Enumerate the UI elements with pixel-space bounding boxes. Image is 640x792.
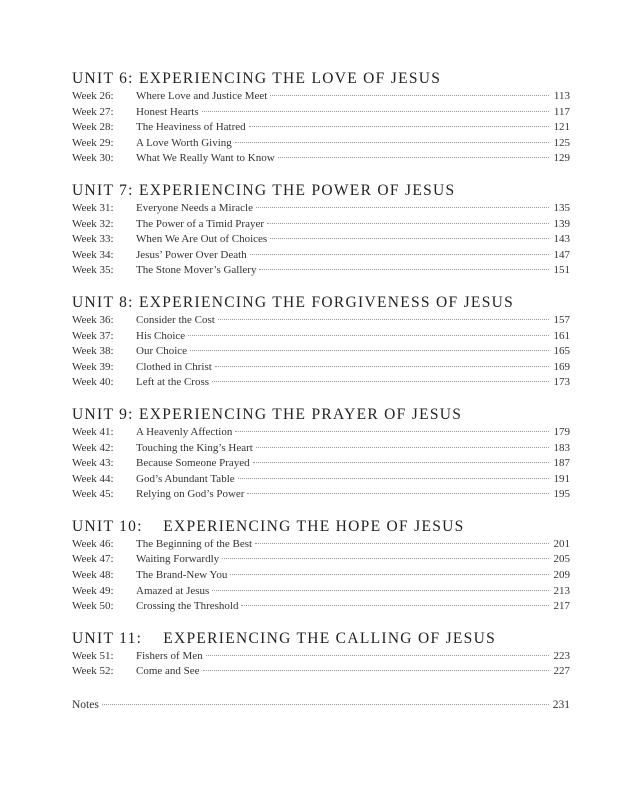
page-number: 161 xyxy=(553,329,570,342)
week-title: His Choice xyxy=(136,329,186,342)
toc-entry[interactable] xyxy=(72,89,570,105)
week-label: Week 32: xyxy=(72,217,114,230)
week-label: Week 36: xyxy=(72,313,114,326)
page-number: 179 xyxy=(553,425,570,438)
week-label: Week 29: xyxy=(72,136,114,149)
unit-number: UNIT 8: xyxy=(72,293,134,311)
toc-entry[interactable] xyxy=(72,649,570,665)
week-title: Left at the Cross xyxy=(136,376,210,389)
page-number: 143 xyxy=(553,233,570,246)
toc-entry[interactable] xyxy=(72,105,570,121)
toc-entry-notes[interactable] xyxy=(72,698,570,714)
week-title: Waiting Forwardly xyxy=(136,553,220,566)
toc-entry[interactable] xyxy=(72,441,570,457)
page-number: 157 xyxy=(553,313,570,326)
week-label: Week 43: xyxy=(72,457,114,470)
week-title: Clothed in Christ xyxy=(136,360,212,373)
unit-heading xyxy=(72,406,570,424)
week-title: Honest Hearts xyxy=(136,105,199,118)
page-number: 165 xyxy=(553,345,570,358)
week-label: Week 47: xyxy=(72,553,114,566)
toc-entry[interactable] xyxy=(72,248,570,264)
dot-leader xyxy=(218,319,549,320)
week-label: Week 46: xyxy=(72,537,114,550)
week-label: Week 30: xyxy=(72,152,114,165)
dot-leader xyxy=(255,543,549,544)
page-number: 191 xyxy=(553,472,570,485)
week-title: The Brand-New You xyxy=(136,569,228,582)
unit-section xyxy=(72,70,570,167)
unit-number: UNIT 9: xyxy=(72,405,134,423)
toc-entry[interactable] xyxy=(72,313,570,329)
dot-leader xyxy=(235,431,549,432)
page-number: 183 xyxy=(553,441,570,454)
toc-entry[interactable] xyxy=(72,217,570,233)
week-title: Relying on God’s Power xyxy=(136,488,245,501)
page-number: 173 xyxy=(553,376,570,389)
toc-entry[interactable] xyxy=(72,537,570,553)
dot-leader xyxy=(259,269,549,270)
page-number: 195 xyxy=(553,488,570,501)
unit-title: EXPERIENCING THE CALLING OF JESUS xyxy=(163,629,497,647)
toc-entry[interactable] xyxy=(72,136,570,152)
toc-entry[interactable] xyxy=(72,120,570,136)
week-label: Week 39: xyxy=(72,360,114,373)
week-title: Jesus’ Power Over Death xyxy=(136,248,247,261)
week-title: Where Love and Justice Meet xyxy=(136,90,268,102)
unit-title: EXPERIENCING THE PRAYER OF JESUS xyxy=(138,405,463,423)
dot-leader xyxy=(190,350,549,351)
week-label: Week 31: xyxy=(72,201,114,214)
week-title: When We Are Out of Choices xyxy=(136,233,268,246)
page-number: 121 xyxy=(553,121,570,134)
toc-entry[interactable] xyxy=(72,456,570,472)
toc-entry[interactable] xyxy=(72,360,570,376)
toc-entry[interactable] xyxy=(72,568,570,584)
page-number: 187 xyxy=(553,457,570,470)
week-label: Week 49: xyxy=(72,584,114,597)
dot-leader xyxy=(222,558,549,559)
week-label: Week 35: xyxy=(72,264,114,277)
page-number: 151 xyxy=(553,264,570,277)
page-number: 113 xyxy=(553,90,570,102)
dot-leader xyxy=(238,478,549,479)
toc-entry[interactable] xyxy=(72,232,570,248)
dot-leader xyxy=(215,366,549,367)
unit-heading xyxy=(72,70,570,88)
page-number: 217 xyxy=(553,600,570,613)
dot-leader xyxy=(247,493,549,494)
toc-entry[interactable] xyxy=(72,375,570,391)
unit-number: UNIT 11: xyxy=(72,629,143,647)
week-title: Everyone Needs a Miracle xyxy=(136,201,253,214)
unit-section xyxy=(72,182,570,279)
toc-entry[interactable] xyxy=(72,329,570,345)
dot-leader xyxy=(203,670,549,671)
toc-entry[interactable] xyxy=(72,487,570,503)
dot-leader xyxy=(278,157,549,158)
dot-leader xyxy=(241,605,549,606)
week-label: Week 27: xyxy=(72,105,114,118)
week-title: The Beginning of the Best xyxy=(136,537,253,550)
unit-title: EXPERIENCING THE POWER OF JESUS xyxy=(138,181,456,199)
unit-heading xyxy=(72,182,570,200)
week-label: Week 37: xyxy=(72,329,114,342)
dot-leader xyxy=(230,574,549,575)
week-title: A Love Worth Giving xyxy=(136,136,232,149)
toc-entry[interactable] xyxy=(72,151,570,167)
toc-entry[interactable] xyxy=(72,664,570,680)
week-title: Our Choice xyxy=(136,345,188,358)
page-number: 223 xyxy=(553,649,570,662)
dot-leader xyxy=(270,95,549,96)
week-title: God’s Abundant Table xyxy=(136,472,235,485)
dot-leader xyxy=(188,335,549,336)
week-title: A Heavenly Affection xyxy=(136,425,233,438)
week-title: Consider the Cost xyxy=(136,313,215,326)
unit-section xyxy=(72,630,570,680)
week-label: Week 34: xyxy=(72,248,114,261)
dot-leader xyxy=(253,462,549,463)
week-title: Amazed at Jesus xyxy=(136,584,210,597)
page-number: 169 xyxy=(553,360,570,373)
unit-title: EXPERIENCING THE HOPE OF JESUS xyxy=(163,517,465,535)
week-title: What We Really Want to Know xyxy=(136,152,275,165)
toc-entry[interactable] xyxy=(72,552,570,568)
dot-leader xyxy=(235,142,549,143)
toc-entry[interactable] xyxy=(72,584,570,600)
unit-section xyxy=(72,406,570,503)
page-number: 129 xyxy=(553,152,570,165)
unit-heading xyxy=(72,630,570,648)
table-of-contents xyxy=(72,70,570,714)
week-label: Week 51: xyxy=(72,649,114,662)
week-label: Week 52: xyxy=(72,665,114,678)
week-title: Because Someone Prayed xyxy=(136,457,250,470)
dot-leader xyxy=(212,381,549,382)
unit-title: EXPERIENCING THE FORGIVENESS OF JESUS xyxy=(138,293,515,311)
week-label: Week 26: xyxy=(72,90,114,102)
dot-leader xyxy=(250,254,549,255)
dot-leader xyxy=(267,223,549,224)
toc-entry[interactable] xyxy=(72,201,570,217)
toc-entry[interactable] xyxy=(72,263,570,279)
unit-number: UNIT 10: xyxy=(72,517,143,535)
page-number: 231 xyxy=(552,699,570,712)
dot-leader xyxy=(212,590,549,591)
unit-section xyxy=(72,518,570,615)
unit-heading xyxy=(72,294,570,312)
page-number: 139 xyxy=(553,217,570,230)
week-label: Week 33: xyxy=(72,233,114,246)
week-title: The Stone Mover’s Gallery xyxy=(136,264,257,277)
week-label: Week 44: xyxy=(72,472,114,485)
week-label: Week 38: xyxy=(72,345,114,358)
week-label: Week 48: xyxy=(72,569,114,582)
week-label: Week 42: xyxy=(72,441,114,454)
dot-leader xyxy=(249,126,549,127)
page-number: 125 xyxy=(553,136,570,149)
toc-entry[interactable] xyxy=(72,472,570,488)
page-number: 205 xyxy=(553,553,570,566)
toc-entry[interactable] xyxy=(72,599,570,615)
toc-entry[interactable] xyxy=(72,344,570,360)
dot-leader xyxy=(256,447,549,448)
page-number: 117 xyxy=(553,105,570,118)
unit-section xyxy=(72,294,570,391)
dot-leader xyxy=(256,207,549,208)
unit-heading xyxy=(72,518,570,536)
week-label: Week 45: xyxy=(72,488,114,501)
week-label: Week 50: xyxy=(72,600,114,613)
week-label: Week 28: xyxy=(72,121,114,134)
week-title: Fishers of Men xyxy=(136,649,203,662)
unit-number: UNIT 6: xyxy=(72,70,134,87)
week-title: The Power of a Timid Prayer xyxy=(136,217,265,230)
page-number: 135 xyxy=(553,201,570,214)
week-label: Week 40: xyxy=(72,376,114,389)
page-number: 201 xyxy=(553,537,570,550)
page-number: 147 xyxy=(553,248,570,261)
page-number: 209 xyxy=(553,569,570,582)
week-title: The Heaviness of Hatred xyxy=(136,121,246,134)
notes-section xyxy=(72,698,570,714)
week-title: Crossing the Threshold xyxy=(136,600,239,613)
page-number: 213 xyxy=(553,584,570,597)
dot-leader xyxy=(270,238,549,239)
week-label: Week 41: xyxy=(72,425,114,438)
week-title: Touching the King’s Heart xyxy=(136,441,253,454)
toc-entry[interactable] xyxy=(72,425,570,441)
dot-leader xyxy=(102,704,549,705)
week-title: Come and See xyxy=(136,665,200,678)
notes-title: Notes xyxy=(72,699,99,712)
dot-leader xyxy=(206,655,549,656)
unit-number: UNIT 7: xyxy=(72,181,134,199)
page-number: 227 xyxy=(553,665,570,678)
dot-leader xyxy=(202,111,549,112)
unit-title: EXPERIENCING THE LOVE OF JESUS xyxy=(138,70,442,87)
